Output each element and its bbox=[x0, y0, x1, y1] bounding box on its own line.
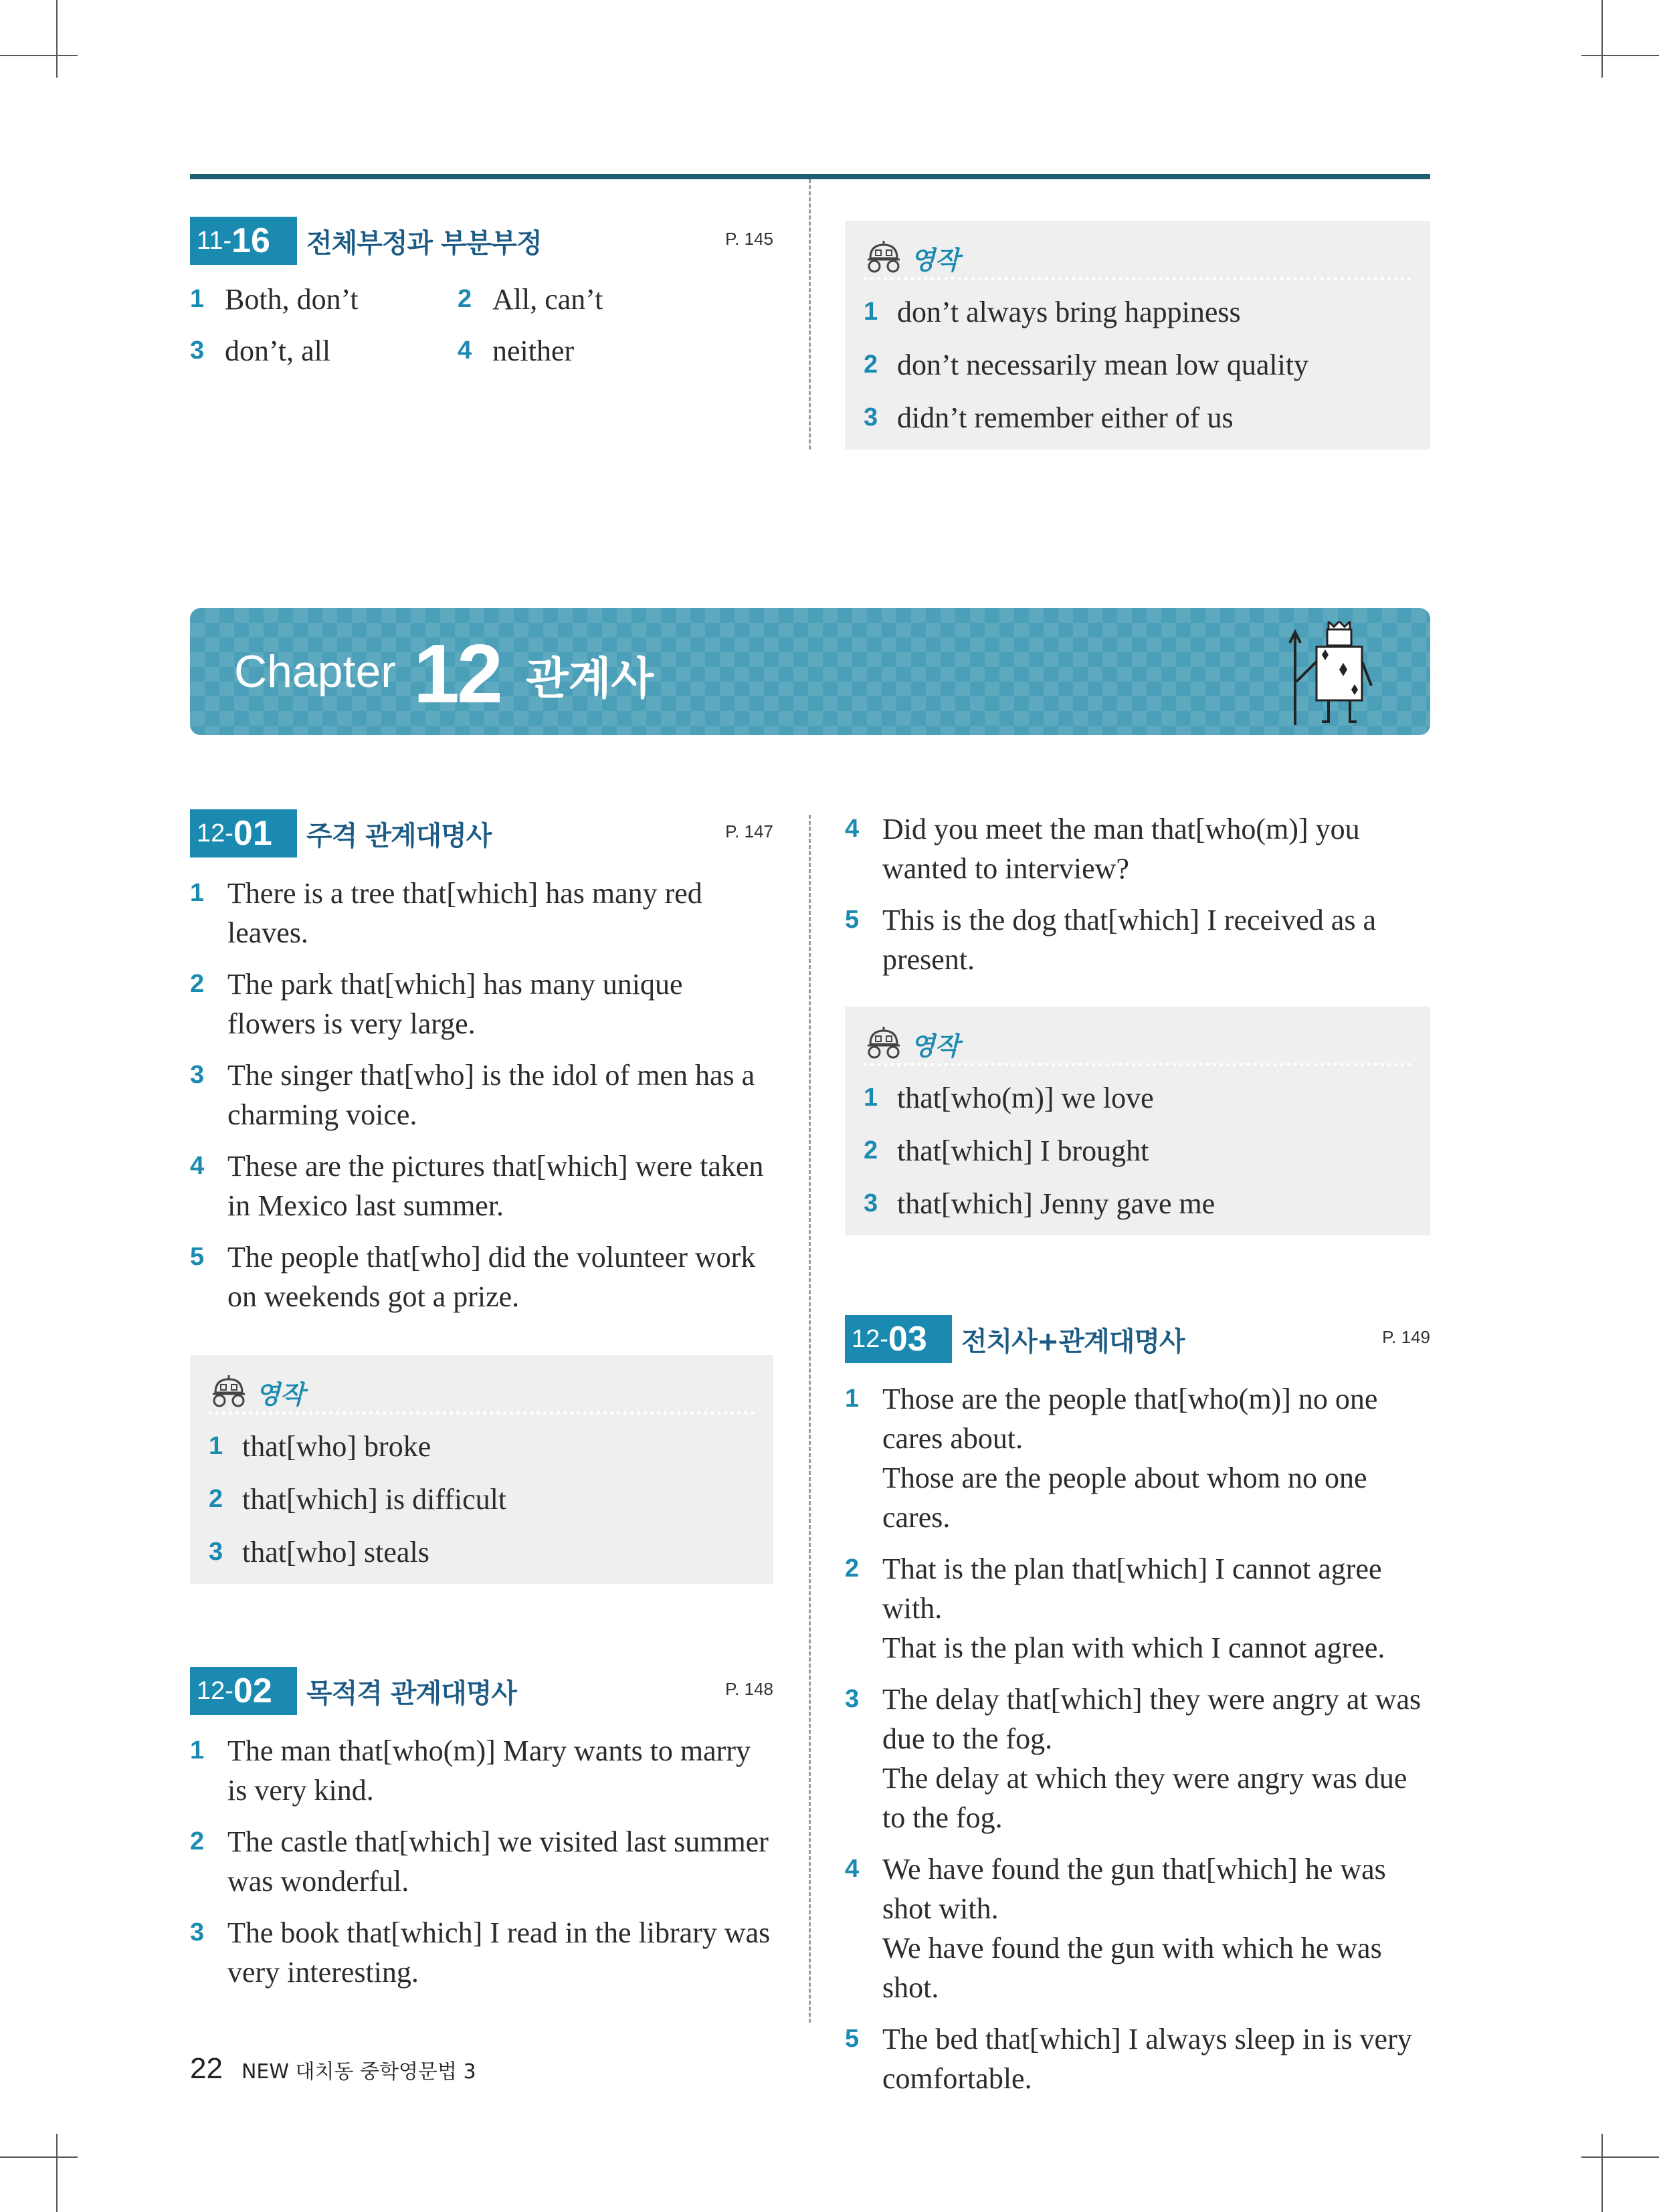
item-text: Did you meet the man that[who(m)] you wanted to interview? bbox=[882, 813, 1360, 885]
list-item bbox=[845, 900, 1430, 979]
list-item bbox=[190, 874, 773, 952]
list-item bbox=[190, 1146, 773, 1225]
item-text: Those are the people that[who(m)] no one cares about. bbox=[882, 1383, 1378, 1455]
item-number: 3 bbox=[190, 336, 205, 365]
writing-list bbox=[209, 1427, 755, 1572]
section-header bbox=[190, 217, 773, 265]
writing-box bbox=[190, 1355, 773, 1584]
item-number: 2 bbox=[845, 1554, 860, 1583]
section-title: 주격 관계대명사 bbox=[306, 821, 492, 851]
item-number: 3 bbox=[864, 1189, 878, 1217]
list-item bbox=[845, 809, 1430, 888]
badge-prefix: 12- bbox=[852, 1324, 888, 1353]
item-text: All, can’t bbox=[492, 283, 603, 316]
item-text: that[which] is difficult bbox=[242, 1483, 507, 1516]
writing-label: 영작 bbox=[910, 245, 960, 275]
section-12-01 bbox=[190, 809, 773, 1328]
section-badge bbox=[190, 1667, 297, 1715]
item-number: 1 bbox=[190, 285, 205, 313]
item-number: 2 bbox=[458, 285, 472, 313]
item-number: 3 bbox=[845, 1685, 860, 1713]
item-number: 4 bbox=[845, 815, 860, 843]
crop-mark bbox=[1601, 2134, 1603, 2212]
item-number: 4 bbox=[458, 336, 472, 365]
item-number: 1 bbox=[845, 1385, 860, 1413]
item-number: 1 bbox=[864, 1084, 878, 1112]
item-number: 1 bbox=[209, 1432, 223, 1460]
top-rule bbox=[190, 174, 1430, 179]
answer-list bbox=[845, 1379, 1434, 2098]
item-text: This is the dog that[which] I received as a present. bbox=[882, 904, 1376, 976]
list-item bbox=[209, 1480, 755, 1519]
list-item bbox=[190, 965, 773, 1043]
writing-box-header bbox=[864, 1023, 1411, 1066]
item-number: 1 bbox=[190, 879, 205, 907]
chapter-banner bbox=[190, 608, 1430, 735]
badge-prefix: 11- bbox=[197, 226, 232, 255]
item-number: 2 bbox=[864, 1136, 878, 1165]
list-item bbox=[845, 1379, 1434, 1537]
column-divider bbox=[809, 179, 811, 449]
crop-mark bbox=[1601, 0, 1603, 78]
section-badge bbox=[845, 1315, 952, 1363]
list-item bbox=[209, 1532, 755, 1572]
crop-mark bbox=[56, 0, 58, 78]
carriage-icon bbox=[209, 1374, 249, 1409]
page-number: 22 bbox=[190, 2052, 223, 2085]
carriage-icon bbox=[864, 1025, 904, 1060]
item-text: The bed that[which] I always sleep in is very comfortable. bbox=[882, 2023, 1412, 2095]
item-text: that[who] steals bbox=[242, 1536, 429, 1569]
section-12-02 bbox=[190, 1667, 773, 2004]
answer-list bbox=[845, 809, 1430, 979]
list-item bbox=[845, 1849, 1434, 2007]
carriage-icon bbox=[864, 239, 904, 274]
chapter-title: 관계사 bbox=[526, 653, 654, 704]
page-reference: P. 148 bbox=[725, 1679, 773, 1699]
section-header bbox=[845, 1315, 1434, 1363]
item-text: didn’t remember either of us bbox=[897, 401, 1234, 434]
writing-box bbox=[845, 221, 1430, 449]
item-number: 2 bbox=[190, 1827, 205, 1855]
list-item bbox=[864, 1078, 1411, 1118]
badge-number: 02 bbox=[233, 1672, 272, 1710]
item-number: 1 bbox=[864, 298, 878, 326]
crop-mark bbox=[1581, 55, 1659, 56]
item-number: 5 bbox=[845, 906, 860, 934]
badge-prefix: 12- bbox=[197, 819, 233, 847]
card-soldier-icon bbox=[1282, 621, 1382, 728]
list-item bbox=[845, 2019, 1434, 2098]
section-badge bbox=[190, 217, 297, 265]
writing-label: 영작 bbox=[910, 1031, 960, 1061]
list-item bbox=[864, 1184, 1411, 1223]
item-text: neither bbox=[492, 334, 575, 367]
list-item bbox=[190, 1913, 773, 1992]
answer-list bbox=[190, 1731, 773, 1992]
writing-list bbox=[864, 292, 1411, 437]
section-title: 목적격 관계대명사 bbox=[306, 1678, 517, 1709]
section-12-02-continued bbox=[845, 809, 1430, 991]
crop-mark bbox=[0, 55, 78, 56]
item-text: We have found the gun that[which] he was shot with. bbox=[882, 1853, 1386, 1925]
list-item bbox=[190, 1822, 773, 1901]
writing-label: 영작 bbox=[256, 1380, 305, 1409]
crop-mark bbox=[0, 2156, 78, 2158]
item-number: 2 bbox=[209, 1485, 223, 1513]
chapter-number: 12 bbox=[413, 628, 500, 720]
list-item bbox=[845, 1680, 1434, 1837]
answer-item bbox=[458, 331, 725, 371]
section-12-03 bbox=[845, 1315, 1434, 2110]
item-alt-text: Those are the people about whom no one cares. bbox=[882, 1462, 1367, 1534]
list-item bbox=[864, 1131, 1411, 1171]
item-alt-text: We have found the gun with which he was shot. bbox=[882, 1932, 1382, 2004]
page-reference: P. 149 bbox=[1382, 1327, 1430, 1347]
badge-number: 03 bbox=[888, 1320, 927, 1359]
item-text: don’t necessarily mean low quality bbox=[897, 348, 1309, 381]
page-reference: P. 145 bbox=[725, 229, 773, 249]
item-text: These are the pictures that[which] were taken in Mexico last summer. bbox=[227, 1150, 764, 1222]
badge-prefix: 12- bbox=[197, 1676, 233, 1705]
item-number: 4 bbox=[845, 1855, 860, 1883]
badge-number: 16 bbox=[231, 221, 270, 260]
answer-item bbox=[190, 331, 458, 371]
item-text: The people that[who] did the volunteer work on weekends got a prize. bbox=[227, 1241, 756, 1313]
item-text: that[who] broke bbox=[242, 1430, 431, 1463]
item-text: The man that[who(m)] Mary wants to marry is very kind. bbox=[227, 1734, 751, 1807]
item-text: that[who(m)] we love bbox=[897, 1082, 1154, 1114]
item-number: 1 bbox=[190, 1736, 205, 1765]
writing-box-header bbox=[209, 1371, 755, 1415]
item-text: The delay that[which] they were angry at was due to the fog. bbox=[882, 1683, 1422, 1755]
item-text: don’t always bring happiness bbox=[897, 296, 1241, 328]
crop-mark bbox=[56, 2134, 58, 2212]
item-number: 3 bbox=[864, 403, 878, 431]
writing-box-header bbox=[864, 237, 1411, 280]
item-text: The book that[which] I read in the library was very interesting. bbox=[227, 1916, 771, 1989]
answer-item bbox=[190, 280, 458, 319]
list-item bbox=[190, 1731, 773, 1810]
item-number: 2 bbox=[864, 350, 878, 379]
crop-mark bbox=[1581, 2156, 1659, 2158]
list-item bbox=[209, 1427, 755, 1466]
list-item bbox=[190, 1055, 773, 1134]
book-title: NEW 대치동 중학영문법 3 bbox=[241, 2060, 476, 2084]
item-text: The singer that[who] is the idol of men has a charming voice. bbox=[227, 1059, 755, 1131]
section-badge bbox=[190, 809, 297, 858]
item-text: don’t, all bbox=[225, 334, 331, 367]
page-footer bbox=[190, 2052, 476, 2086]
list-item bbox=[864, 292, 1411, 332]
item-number: 5 bbox=[190, 1243, 205, 1271]
item-text: There is a tree that[which] has many red leaves. bbox=[227, 877, 702, 949]
answer-list bbox=[190, 874, 773, 1316]
column-divider bbox=[809, 815, 811, 2023]
badge-number: 01 bbox=[233, 814, 272, 853]
item-alt-text: The delay at which they were angry was due to the fog. bbox=[882, 1762, 1407, 1834]
chapter-word: Chapter bbox=[234, 646, 396, 697]
item-text: The park that[which] has many unique flowers is very large. bbox=[227, 968, 683, 1040]
item-number: 3 bbox=[209, 1538, 223, 1566]
item-number: 4 bbox=[190, 1152, 205, 1180]
section-11-16 bbox=[190, 217, 773, 371]
list-item bbox=[864, 398, 1411, 437]
item-text: that[which] Jenny gave me bbox=[897, 1187, 1215, 1220]
item-text: Both, don’t bbox=[225, 283, 359, 316]
list-item bbox=[864, 345, 1411, 385]
writing-list bbox=[864, 1078, 1411, 1223]
item-number: 3 bbox=[190, 1061, 205, 1089]
answer-grid bbox=[190, 280, 773, 371]
section-header bbox=[190, 809, 773, 858]
item-text: That is the plan that[which] I cannot agree with. bbox=[882, 1552, 1382, 1625]
page-reference: P. 147 bbox=[725, 821, 773, 841]
section-header bbox=[190, 1667, 773, 1715]
section-title: 전체부정과 부분부정 bbox=[306, 228, 542, 259]
list-item bbox=[190, 1237, 773, 1316]
item-alt-text: That is the plan with which I cannot agree. bbox=[882, 1631, 1385, 1664]
item-number: 3 bbox=[190, 1918, 205, 1946]
item-text: that[which] I brought bbox=[897, 1134, 1149, 1167]
item-number: 5 bbox=[845, 2025, 860, 2053]
item-text: The castle that[which] we visited last summer was wonderful. bbox=[227, 1825, 769, 1898]
writing-box bbox=[845, 1007, 1430, 1235]
answer-item bbox=[458, 280, 725, 319]
item-number: 2 bbox=[190, 970, 205, 998]
section-title: 전치사+관계대명사 bbox=[961, 1326, 1185, 1357]
list-item bbox=[845, 1549, 1434, 1668]
